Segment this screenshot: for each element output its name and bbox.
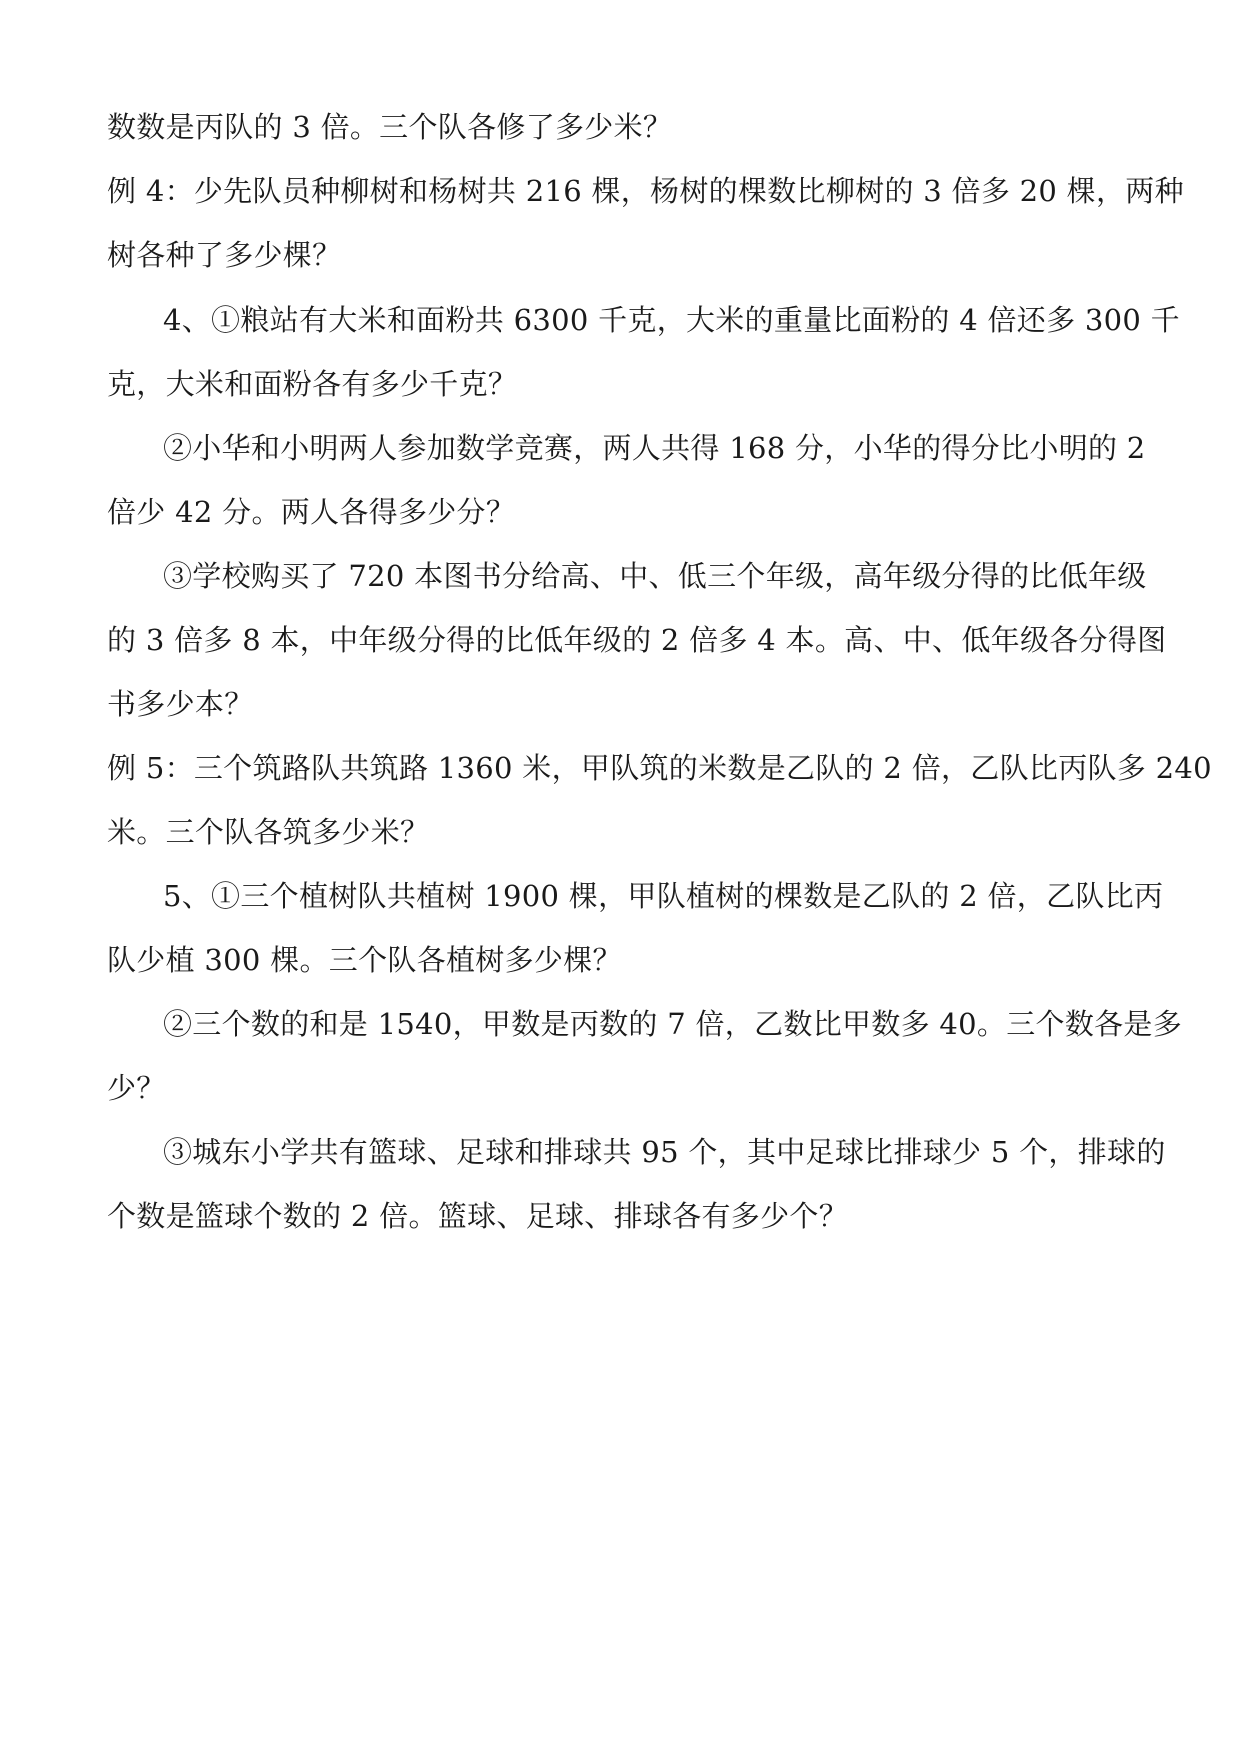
problem-5-3-line-1: ③城东小学共有篮球、足球和排球共 95 个，其中足球比排球少 5 个，排球的 (163, 1135, 1166, 1169)
example-5-line-2: 米。三个队各筑多少米？ (107, 815, 430, 849)
problem-4-1-line-2: 克，大米和面粉各有多少千克？ (107, 367, 518, 401)
problem-4-2-line-2: 倍少 42 分。两人各得多少分？ (107, 495, 516, 529)
example-4-line-1: 例 4：少先队员种柳树和杨树共 216 棵，杨树的棵数比柳树的 3 倍多 20 棵，两种 (107, 174, 1184, 208)
text-line-1: 数数是丙队的 3 倍。三个队各修了多少米？ (107, 110, 673, 144)
problem-4-3-line-2: 的 3 倍多 8 本，中年级分得的比低年级的 2 倍多 4 本。高、中、低年级各分得图 (107, 623, 1167, 657)
example-4-line-2: 树各种了多少棵？ (107, 238, 342, 272)
problem-4-3-line-3: 书多少本？ (107, 687, 254, 721)
problem-5-3-line-2: 个数是篮球个数的 2 倍。篮球、足球、排球各有多少个？ (107, 1199, 848, 1233)
problem-5-1-line-2: 队少植 300 棵。三个队各植树多少棵？ (107, 943, 622, 977)
problem-4-2-line-1: ②小华和小明两人参加数学竞赛，两人共得 168 分，小华的得分比小明的 2 (163, 431, 1146, 465)
problem-4-3-line-1: ③学校购买了 720 本图书分给高、中、低三个年级，高年级分得的比低年级 (163, 559, 1147, 593)
problem-4-1-line-1: 4、①粮站有大米和面粉共 6300 千克，大米的重量比面粉的 4 倍还多 300 千 (163, 303, 1180, 337)
example-5-line-1: 例 5：三个筑路队共筑路 1360 米，甲队筑的米数是乙队的 2 倍，乙队比丙队多 240 (107, 751, 1212, 785)
problem-5-1-line-1: 5、①三个植树队共植树 1900 棵，甲队植树的棵数是乙队的 2 倍，乙队比丙 (163, 879, 1164, 913)
problem-5-2-line-2: 少？ (107, 1071, 166, 1105)
problem-5-2-line-1: ②三个数的和是 1540，甲数是丙数的 7 倍，乙数比甲数多 40。三个数各是多 (163, 1007, 1183, 1041)
